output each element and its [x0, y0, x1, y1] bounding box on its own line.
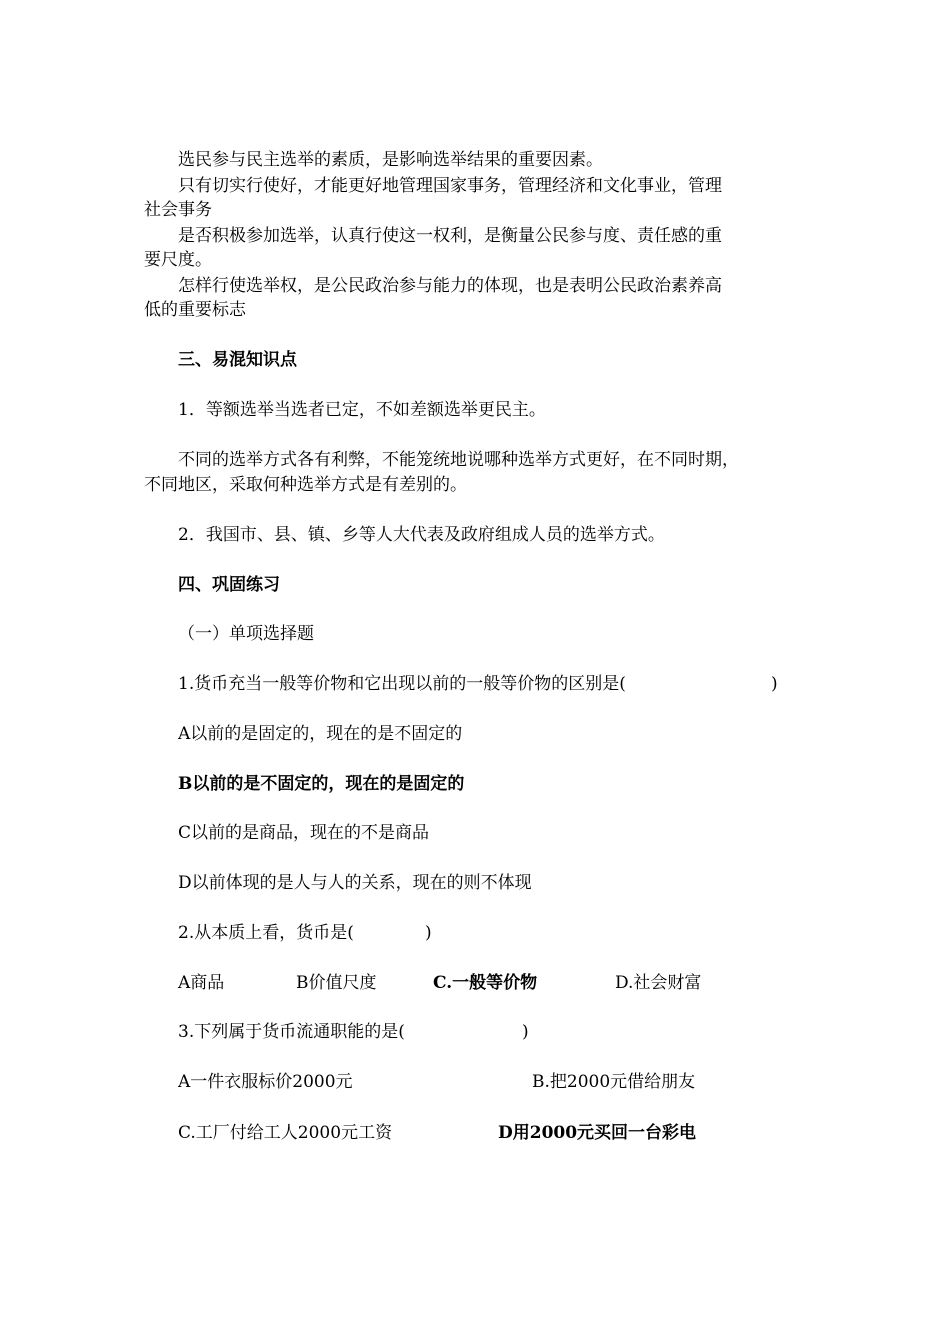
intro-paragraph-3-line-1: 是否积极参加选举，认真行使这一权利，是衡量公民参与度、责任感的重: [178, 226, 722, 246]
section-3-heading: 三、易混知识点: [178, 350, 297, 370]
question-3-option-c: C.工厂付给工人2000元工资: [178, 1123, 393, 1143]
section-4-heading: 四、巩固练习: [178, 575, 280, 595]
question-1-stem: 1.货币充当一般等价物和它出现以前的一般等价物的区别是(: [178, 674, 626, 694]
question-3-option-b: B.把2000元借给朋友: [532, 1072, 696, 1092]
confusion-point-2: 2．我国市、县、镇、乡等人大代表及政府组成人员的选举方式。: [178, 525, 665, 545]
question-3-stem: 3.下列属于货币流通职能的是(: [178, 1022, 405, 1042]
question-2-option-b: B价值尺度: [296, 973, 377, 993]
intro-paragraph-3-line-2: 要尺度。: [144, 250, 212, 270]
question-1-option-d: D以前体现的是人与人的关系，现在的则不体现: [178, 873, 532, 893]
confusion-point-1: 1．等额选举当选者已定，不如差额选举更民主。: [178, 400, 546, 420]
intro-paragraph-2-line-1: 只有切实行使好，才能更好地管理国家事务，管理经济和文化事业，管理: [178, 176, 722, 196]
question-2-option-a: A商品: [178, 973, 225, 993]
question-1-option-c: C以前的是商品，现在的不是商品: [178, 823, 430, 843]
intro-paragraph-1: 选民参与民主选举的素质，是影响选举结果的重要因素。: [178, 150, 603, 170]
intro-paragraph-4-line-2: 低的重要标志: [144, 300, 246, 320]
question-1-option-b: B以前的是不固定的，现在的是固定的: [178, 774, 465, 794]
question-3-option-d: D用2000元买回一台彩电: [498, 1123, 697, 1143]
question-1-close-paren: ): [771, 674, 778, 694]
question-1-option-a: A以前的是固定的，现在的是不固定的: [178, 724, 463, 744]
exercise-subheading: （一）单项选择题: [178, 624, 314, 644]
intro-paragraph-4-line-1: 怎样行使选举权，是公民政治参与能力的体现，也是表明公民政治素养高: [178, 276, 722, 296]
question-2-option-d: D.社会财富: [615, 973, 702, 993]
question-2-option-c: C.一般等价物: [433, 973, 538, 993]
question-3-option-a: A一件衣服标价2000元: [178, 1072, 353, 1092]
confusion-point-1-explain-line-2: 不同地区，采取何种选举方式是有差别的。: [144, 475, 467, 495]
question-3-close-paren: ): [522, 1022, 529, 1042]
question-2-close-paren: ): [425, 923, 432, 943]
confusion-point-1-explain-line-1: 不同的选举方式各有利弊，不能笼统地说哪种选举方式更好，在不同时期，: [178, 450, 739, 470]
question-2-stem: 2.从本质上看，货币是(: [178, 923, 354, 943]
intro-paragraph-2-line-2: 社会事务: [144, 200, 212, 220]
